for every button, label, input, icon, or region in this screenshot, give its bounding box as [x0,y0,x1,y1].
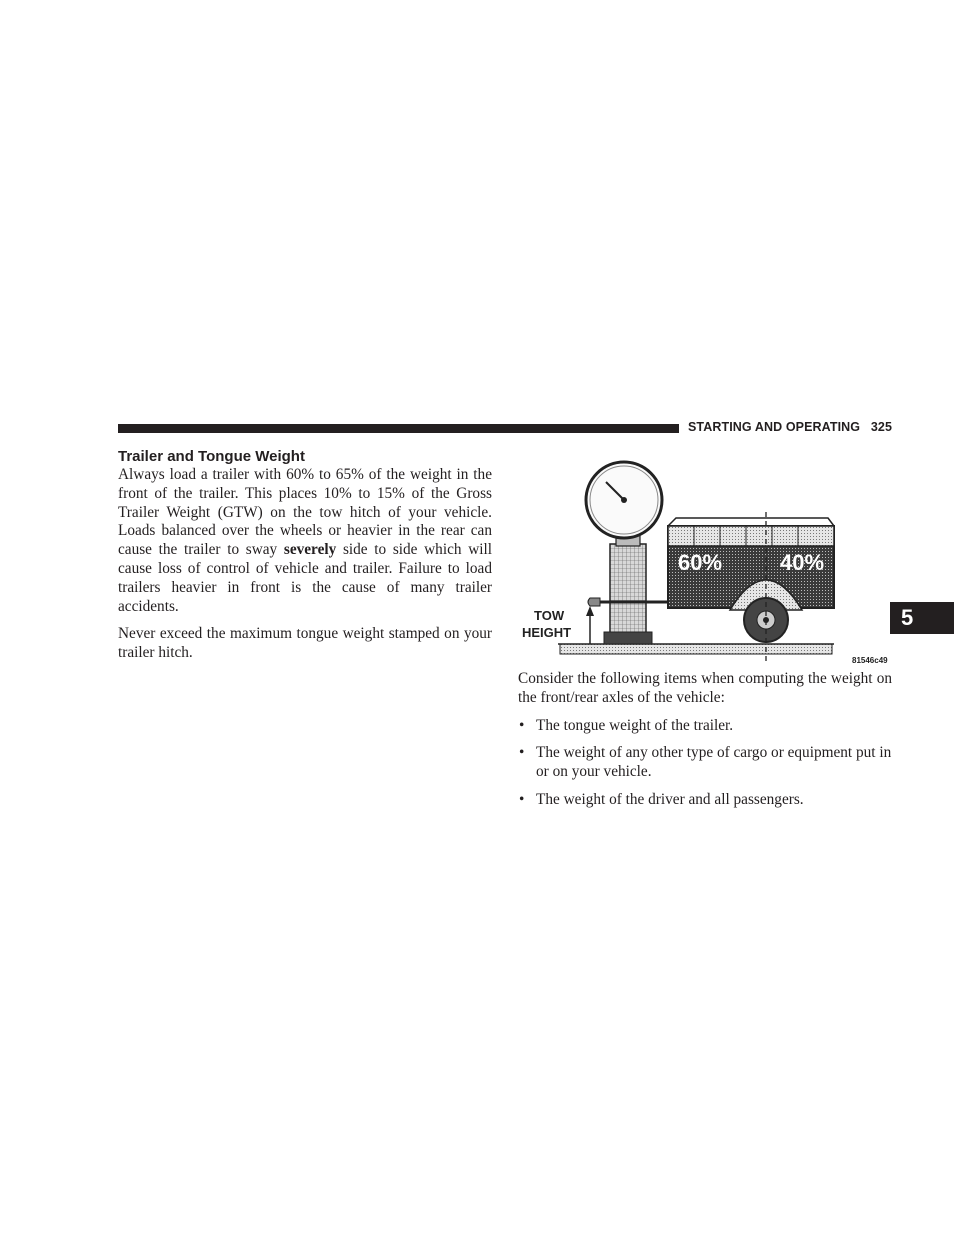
list-item [518,791,892,810]
list-item-text: The tongue weight of the trailer. [536,716,734,734]
page-number: 325 [870,420,892,434]
paragraph-text: Always load a trailer with 60% to 65% of the weight in the front of the trailer. This places 10% to 15% of the Gross Trailer Weight (GTW) on the tow hitch of your vehicle. Loads balanced over the wheels or heavier in the rear can cause the trailer to sway [118,466,492,559]
running-header [688,420,892,434]
header-section-title: STARTING AND OPERATING [688,420,861,434]
left-column [118,466,492,672]
header-rule [118,424,679,433]
emphasis-text: severely [283,541,337,559]
tow-label-line1: TOW [534,608,565,623]
right-column [518,670,892,819]
list-item-text: The weight of any other type of cargo or equipment put in or on your vehicle. [536,744,892,781]
body-paragraph-1 [118,466,492,616]
paragraph-text: side to side which will cause loss of control of vehicle and trailer. Failure to load trailers heavier in front is the cause of many trailer accidents. [118,541,492,615]
scale-base [604,632,652,644]
scale-column [610,544,646,640]
consideration-list [518,717,892,810]
chapter-tab[interactable]: 5 [890,602,954,634]
section-title: Trailer and Tongue Weight [118,448,305,465]
body-paragraph-2: Never exceed the maximum tongue weight stamped on your trailer hitch. [118,625,492,662]
ground-platform [560,644,832,654]
bullet-dot: • [519,716,525,734]
list-item-text: The weight of the driver and all passengers. [536,790,804,808]
figure-code: 81546c49 [852,656,888,665]
bullet-dot: • [519,744,525,762]
list-item [518,717,892,736]
tow-label-line2: HEIGHT [522,625,572,640]
rear-weight-percent: 40% [780,550,825,575]
list-item [518,744,892,782]
bullet-intro: Consider the following items when computing the weight on the front/rear axles of the vehicle: [518,670,892,706]
tongue-weight-illustration [518,460,894,668]
bullet-dot: • [519,790,525,808]
front-weight-percent: 60% [678,550,723,575]
